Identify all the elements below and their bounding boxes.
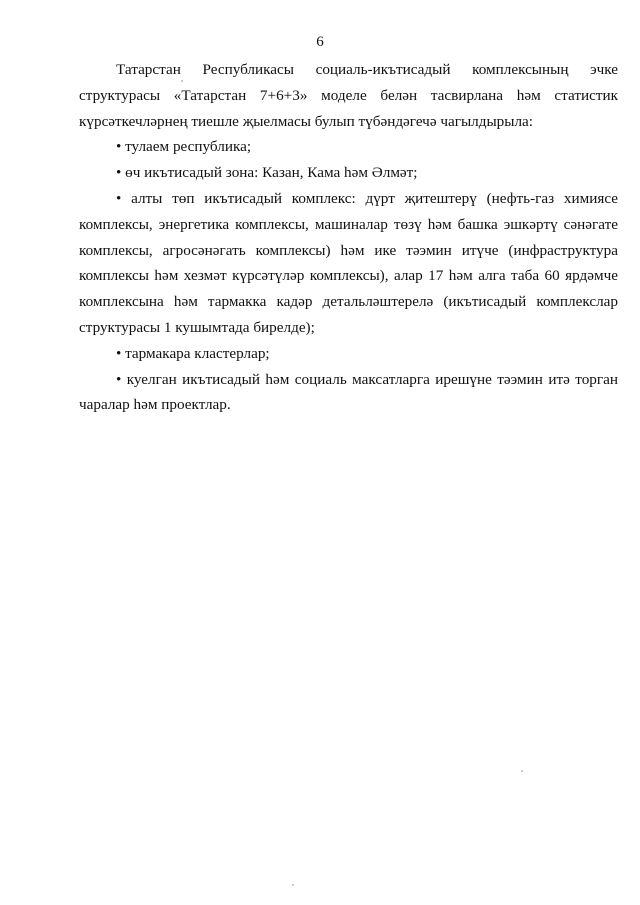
scan-speck: [181, 80, 183, 82]
scan-speck: [521, 770, 523, 772]
intro-paragraph: Татарстан Республикасы социаль-икътисадый комплексының эчке структурасы «Татарстан 7+6+3» моделе белән тасвирлана һәм статистик күрсәткечләрнең тиешле җыелмасы булып түбәндәгечә чагылдырыла:: [79, 61, 618, 130]
document-body: [79, 57, 618, 418]
list-item-clusters: • тармакара кластерлар;: [116, 344, 270, 362]
page-number: 6: [316, 34, 324, 50]
list-item-republic: • тулаем республика;: [116, 138, 252, 156]
list-item-measures-projects: • куелган икътисадый һәм социаль максатларга ирешүне тәэмин итә торган чаралар һәм проектлар.: [79, 370, 618, 414]
list-item-economic-complexes: • алты төп икътисадый комплекс: дүрт җитештерү (нефть-газ химиясе комплексы, энергетика комплексы, машиналар төзү һәм башка эшкәртү сәнәгате комплексы, агросәнәгать комплексы) һәм ике тәэмин итүче (инфраструктура комплексы һәм хезмәт күрсәтүләр комплексы), алар 17 һәм алга таба 60 ярдәмче комплексына һәм тармакка кадәр детальләштерелә (икътисадый комплекслар структурасы 1 кушымтада бирелде);: [79, 189, 618, 336]
scan-speck: [292, 884, 294, 886]
list-item-economic-zones: • өч икътисадый зона: Казан, Кама һәм Әлмәт;: [116, 164, 418, 182]
